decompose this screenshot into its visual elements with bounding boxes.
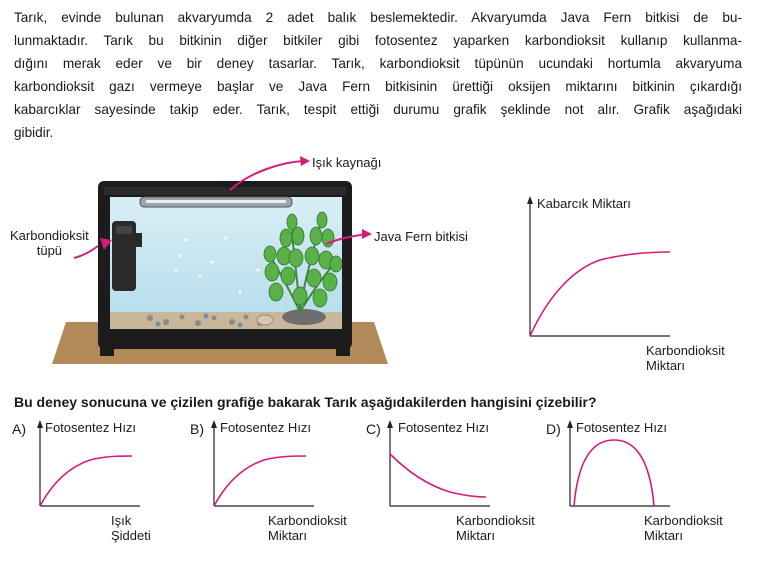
option-c-curve [390,454,486,497]
passage-line: karbondioksit gazı vermeye başlar ve Java Fern bitkisinin ürettiği oksijen miktarını bitkinin çıkardığı [14,79,742,94]
option-c-letter[interactable]: C) [366,421,381,437]
option-b-x-label [268,513,347,543]
option-d-letter[interactable]: D) [546,421,561,437]
x-label-line: Karbondioksit [456,513,535,528]
passage-line: gibidir. [14,125,54,140]
option-d-x-label [644,513,723,543]
x-label-line: Miktarı [268,528,307,543]
main-graph-x-label [646,343,725,373]
x-label-line: Şiddeti [111,528,151,543]
passage-line: lunmaktadır. Tarık bu bitkinin diğer bitkiler gibi fotosentez yaparken karbondioksit kullanıp kullanma- [14,33,742,48]
x-label-line: Karbondioksit [644,513,723,528]
option-c-y-label: Fotosentez Hızı [398,420,490,435]
x-label-line: Miktarı [644,528,683,543]
main-graph-y-label: Kabarcık Miktarı [537,196,631,211]
co2-tube-label-line: tüpü [36,243,63,258]
option-a-x-label [111,513,151,543]
option-d-y-label: Fotosentez Hızı [576,420,668,435]
option-b-curve [214,456,306,506]
rock [282,309,326,325]
passage-line: dığını merak eder ve bir deney tasarlar. Tarık, karbondioksit tüpünün ucundaki hortumla akvaryuma [14,56,742,71]
x-label-line: Miktarı [456,528,495,543]
option-d-curve [574,440,654,506]
question-stem: Bu deney sonucuna ve çizilen grafiğe bakarak Tarık aşağıdakilerden hangisini çizebilir? [14,394,597,410]
main-graph [520,196,680,346]
option-b-y-label: Fotosentez Hızı [220,420,312,435]
option-b-letter[interactable]: B) [190,421,204,437]
option-a-curve [40,456,132,506]
bubble-curve [530,252,670,336]
option-a-letter[interactable]: A) [12,421,26,437]
light-source-label: Işık kaynağı [312,155,382,170]
co2-tube-label [10,228,89,258]
x-label-line: Işık [111,513,132,528]
option-c-x-label [456,513,535,543]
co2-tube-label-line: Karbondioksit [10,228,89,243]
x-label-line: Miktarı [646,358,685,373]
passage-line: Tarık, evinde bulunan akvaryumda 2 adet balık beslemektedir. Akvaryumda Java Fern bitkisi de bu- [14,10,742,25]
x-label-line: Karbondioksit [646,343,725,358]
y-axis-arrowhead [527,196,533,204]
passage-line: kabarcıklar sayesinde takip eder. Tarık, tespit ettiği durumu grafik şeklinde not alır. Grafik aşağıdaki [14,102,742,117]
option-a-y-label: Fotosentez Hızı [45,420,137,435]
plant-label: Java Fern bitkisi [374,229,468,244]
x-label-line: Karbondioksit [268,513,347,528]
